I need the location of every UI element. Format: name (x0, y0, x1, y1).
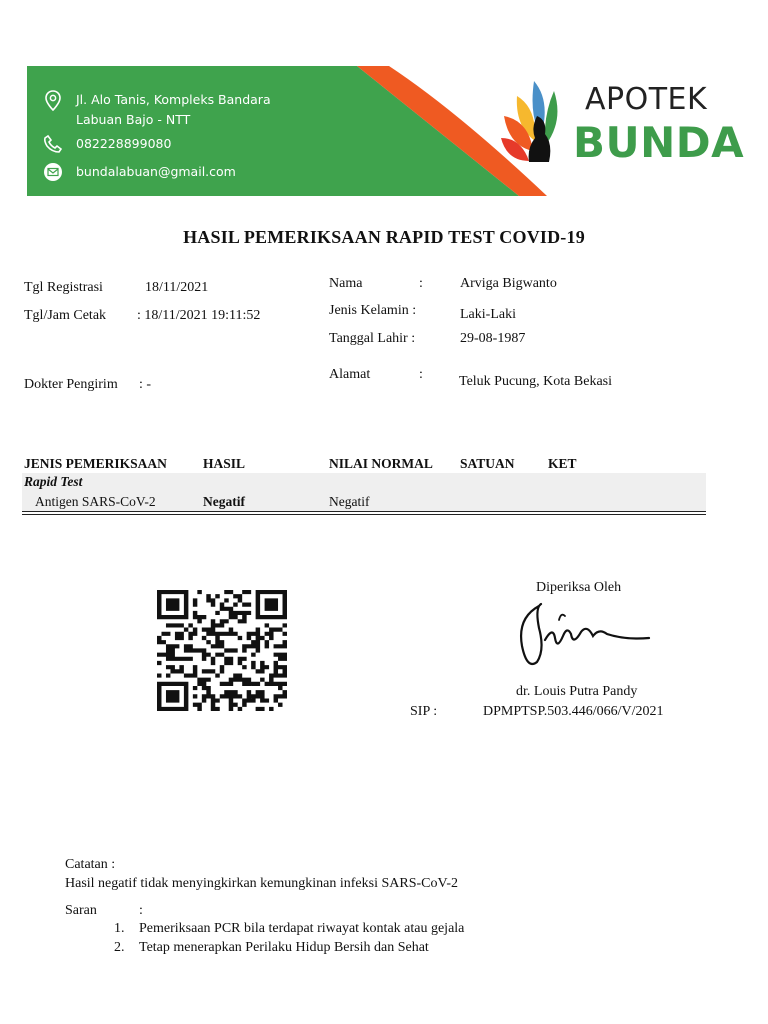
qr-code (157, 590, 287, 711)
address-line2: Labuan Bajo - NTT (76, 112, 191, 127)
jenis-kelamin-label: Jenis Kelamin : (329, 303, 417, 318)
nama-colon: : (419, 276, 423, 291)
row-nilai-normal: Negatif (329, 494, 370, 509)
apotek-bunda-logo-icon (499, 76, 571, 171)
tgl-registrasi-label: Tgl Registrasi (24, 280, 103, 295)
saran-label: Saran (65, 903, 97, 918)
sip-value: DPMPTSP.503.446/066/V/2021 (483, 704, 664, 719)
tanggal-lahir-label: Tanggal Lahir : (329, 331, 416, 346)
header-banner (27, 66, 745, 196)
table-divider (22, 511, 706, 512)
table-group-label: Rapid Test (24, 474, 83, 489)
sip-label: SIP : (410, 704, 438, 719)
saran-item-number: 1. (114, 921, 125, 936)
col-header-nilai-normal: NILAI NORMAL (329, 456, 433, 471)
catatan-label: Catatan : (65, 857, 116, 872)
col-header-ket: KET (548, 456, 577, 471)
location-icon (44, 90, 62, 112)
tgl-cetak-label: Tgl/Jam Cetak (24, 308, 107, 323)
saran-item-text: Tetap menerapkan Perilaku Hidup Bersih dan Sehat (139, 940, 429, 955)
tgl-registrasi-value: 18/11/2021 (145, 280, 209, 295)
alamat-label: Alamat (329, 367, 371, 382)
tanggal-lahir-value: 29-08-1987 (460, 331, 526, 346)
qr-modules (157, 590, 287, 711)
address-line1: Jl. Alo Tanis, Kompleks Bandara (76, 92, 271, 107)
saran-colon: : (139, 903, 143, 918)
col-header-satuan: SATUAN (460, 456, 515, 471)
row-hasil: Negatif (203, 494, 245, 509)
saran-item-text: Pemeriksaan PCR bila terdapat riwayat kontak atau gejala (139, 921, 465, 936)
saran-item-number: 2. (114, 940, 125, 955)
dokter-pengirim-label: Dokter Pengirim (24, 377, 118, 392)
phone-number: 082228899080 (76, 136, 172, 151)
brand-bottom: BUNDA (573, 118, 745, 167)
tgl-cetak-value: : 18/11/2021 19:11:52 (137, 308, 261, 323)
col-header-hasil: HASIL (203, 456, 246, 471)
catatan-text: Hasil negatif tidak menyingkirkan kemungkinan infeksi SARS-CoV-2 (65, 876, 458, 891)
signature-image (515, 598, 655, 676)
doctor-name: dr. Louis Putra Pandy (516, 684, 638, 699)
nama-label: Nama (329, 276, 363, 291)
phone-icon (43, 134, 63, 154)
jenis-kelamin-value: Laki-Laki (460, 307, 516, 322)
email-icon (43, 162, 63, 182)
dokter-pengirim-value: : - (139, 377, 152, 392)
row-jenis: Antigen SARS-CoV-2 (35, 494, 156, 509)
checked-by-label: Diperiksa Oleh (536, 580, 622, 595)
document-title: HASIL PEMERIKSAAN RAPID TEST COVID-19 (183, 227, 585, 247)
alamat-colon: : (419, 367, 423, 382)
alamat-value: Teluk Pucung, Kota Bekasi (459, 374, 612, 389)
email-address: bundalabuan@gmail.com (76, 164, 236, 179)
brand-top: APOTEK (585, 82, 708, 117)
col-header-jenis: JENIS PEMERIKSAAN (24, 456, 167, 471)
nama-value: Arviga Bigwanto (460, 276, 557, 291)
table-divider (22, 514, 706, 515)
